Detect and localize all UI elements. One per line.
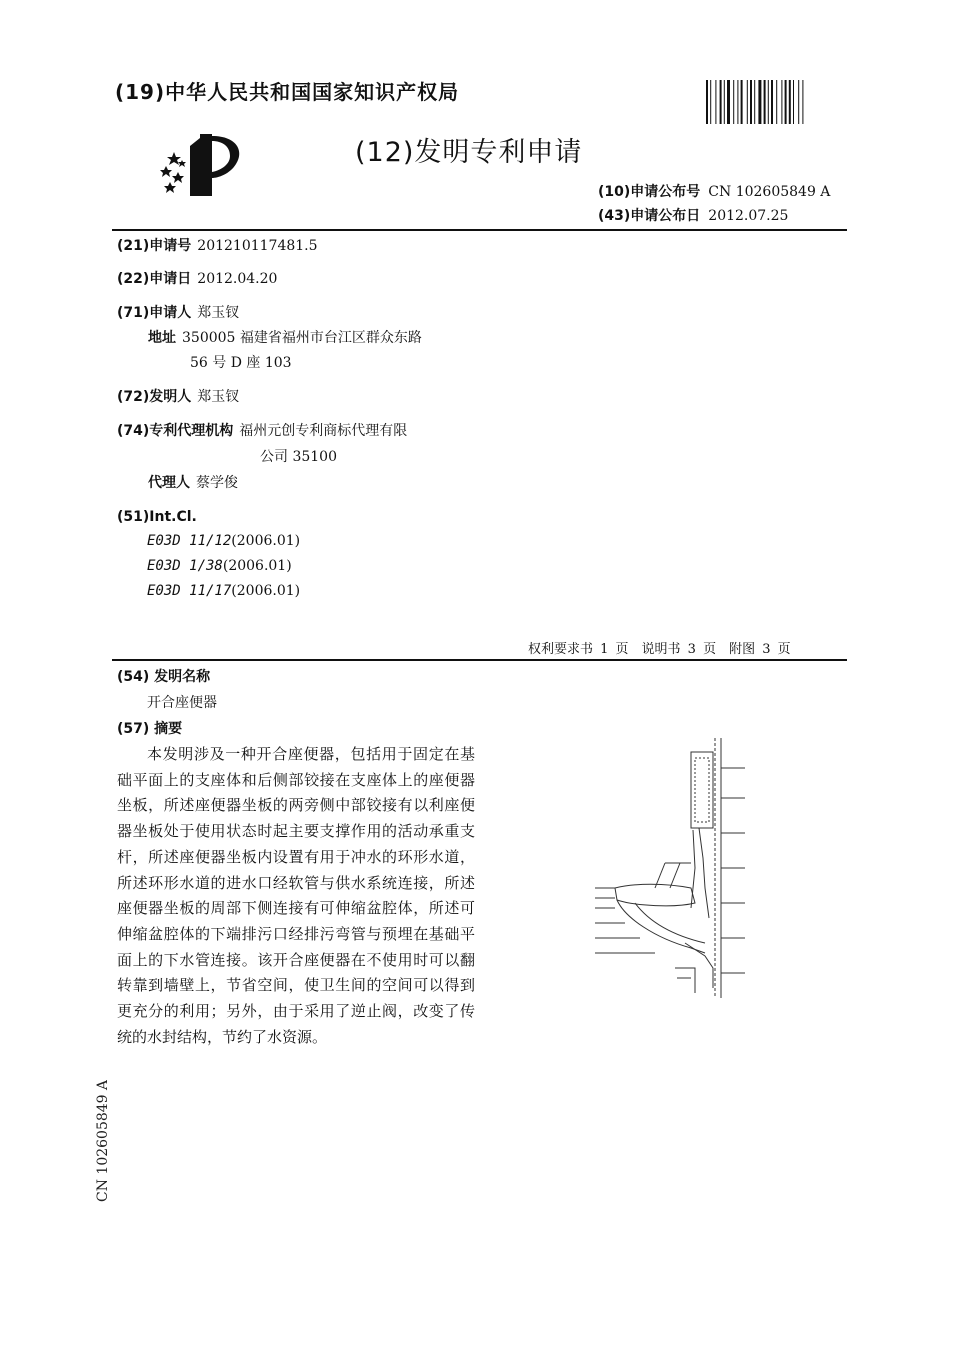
ipc-item (147, 558, 292, 574)
abstract-label-text: (57) 摘要 (117, 721, 183, 737)
publication-date-label: (43)申请公布日 (598, 208, 701, 224)
patent-agency-label: (74)专利代理机构 (117, 423, 234, 439)
ipc-version: (2006.01) (222, 558, 292, 574)
page-counts: 权利要求书 1 页 说明书 3 页 附图 3 页 (528, 642, 791, 657)
agent-value: 蔡学俊 (196, 475, 238, 491)
agent (148, 472, 238, 494)
address-line1: 350005 福建省福州市台江区群众东路 (182, 330, 422, 346)
agent-label: 代理人 (148, 475, 190, 491)
publication-date-value: 2012.07.25 (708, 208, 789, 224)
application-number (117, 235, 318, 257)
side-publication-number (80, 1080, 120, 1205)
toilet-drawing-icon (595, 738, 750, 998)
patent-agency-line2: 公司 35100 (260, 449, 337, 465)
applicant (117, 302, 239, 324)
invention-name-label-text: (54) 发明名称 (117, 669, 211, 685)
inventor (117, 386, 239, 408)
ipc-item (147, 533, 300, 549)
document-type-title: (12)发明专利申请 (355, 137, 583, 168)
applicant-label: (71)申请人 (117, 305, 192, 321)
publication-number-label: (10)申请公布号 (598, 184, 701, 200)
application-number-value: 201210117481.5 (197, 238, 318, 254)
patent-agency (117, 420, 407, 442)
publication-date-row (598, 205, 788, 225)
application-date-label: (22)申请日 (117, 271, 192, 287)
ipc-version: (2006.01) (231, 533, 301, 549)
barcode-icon (706, 80, 846, 124)
application-number-label: (21)申请号 (117, 238, 192, 254)
address (148, 327, 422, 349)
invention-name-label (117, 666, 210, 688)
abstract-label (117, 718, 182, 740)
section-rule (112, 659, 847, 661)
ipc-code: E03D 11/17 (147, 583, 232, 599)
patent-agency-line1: 福州元创专利商标代理有限 (239, 423, 408, 439)
publication-number-value: CN 102605849 A (708, 184, 831, 200)
cnipa-logo-icon (160, 126, 250, 200)
int-cl-label: (51)Int.Cl. (117, 509, 197, 525)
abstract-text: 本发明涉及一种开合座便器，包括用于固定在基础平面上的支座体和后侧部铰接在支座体上的座便器坐板，所述座便器坐板的两旁侧中部铰接有以利座便器坐板处于使用状态时起主要支撑作用的活动承重支杆，所述座便器坐板内设置有用于冲水的环形水道，所述环形水道的进水口经软管与供水系统连接，所述座便器坐板的周部下侧连接有可伸缩盆腔体，所述可伸缩盆腔体的下端排污口经排污弯管与预埋在基础平面上的下水管连接。该开合座便器在不使用时可以翻转靠到墙壁上，节省空间，使卫生间的空间可以得到更充分的利用；另外，由于采用了逆止阀，改变了传统的水封结构，节约了水资源。 (117, 745, 475, 1046)
ipc-code: E03D 11/12 (147, 533, 232, 549)
ipc-code: E03D 1/38 (147, 558, 223, 574)
int-cl (117, 506, 197, 528)
application-date-value: 2012.04.20 (197, 271, 278, 287)
address-line2: 56 号 D 座 103 (190, 355, 292, 371)
ipc-item (147, 583, 300, 599)
publication-number-row (598, 181, 830, 201)
address-label: 地址 (148, 330, 176, 346)
side-publication-number-text: CN 102605849 A (95, 1080, 111, 1202)
application-date (117, 268, 277, 290)
invention-name: 开合座便器 (147, 695, 217, 711)
inventor-value: 郑玉钗 (197, 389, 240, 405)
header-rule (112, 229, 847, 231)
inventor-label: (72)发明人 (117, 389, 192, 405)
applicant-value: 郑玉钗 (197, 305, 240, 321)
office-name: (19)中华人民共和国国家知识产权局 (115, 80, 460, 104)
ipc-version: (2006.01) (231, 583, 301, 599)
